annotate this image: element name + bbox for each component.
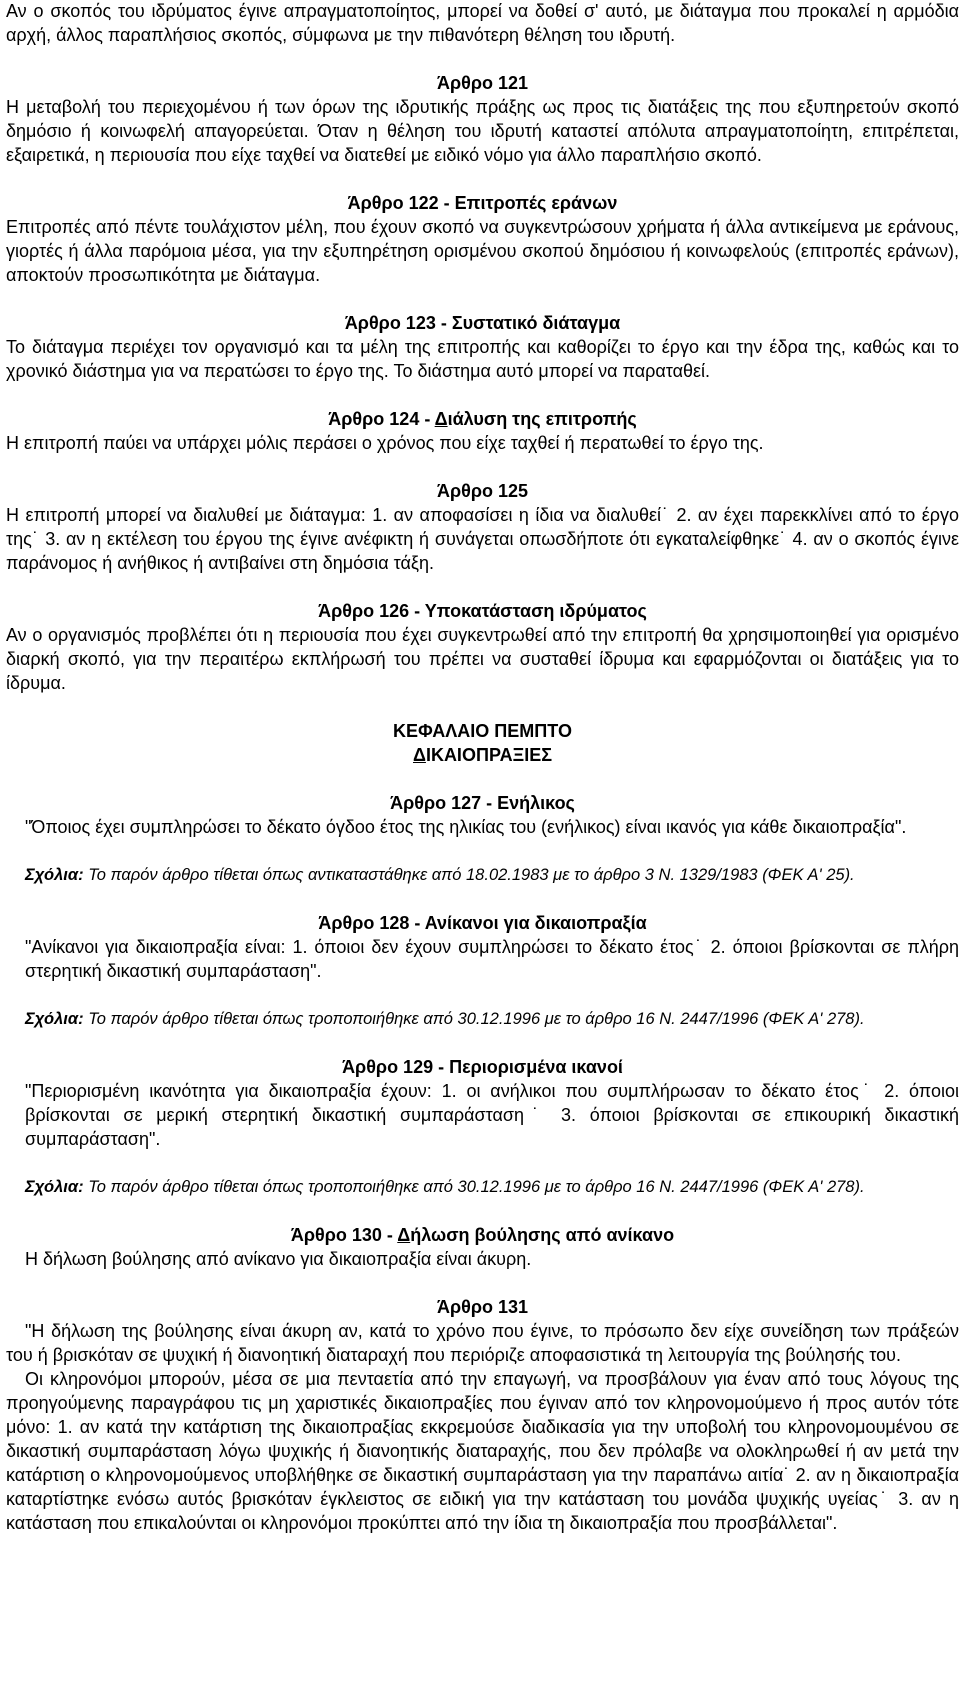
article-129-heading: Άρθρο 129 - Περιορισμένα ικανοί — [342, 1057, 623, 1077]
article-122-text: Επιτροπές από πέντε τουλάχιστον μέλη, που έχουν σκοπό να συγκεντρώσουν χρήματα ή άλλα αντικείμενα με εράνους, γιορτές ή άλλα παρόμοια μέσα, για την εξυπηρέτηση ορισμένου σκοπού δημόσιου ή κοινωφελούς (επιτροπές εράνων), αποκτούν προσωπικότητα με διάταγμα. — [6, 217, 959, 285]
article-128-note-text: Το παρόν άρθρο τίθεται όπως τροποποιήθηκε από 30.12.1996 με το άρθρο 16 Ν. 2447/1996 (ΦΕΚ Α' 278). — [83, 1010, 865, 1028]
article-125-text: Η επιτροπή μπορεί να διαλυθεί με διάταγμα: 1. αν αποφασίσει η ίδια να διαλυθεί˙ 2. αν έχει παρεκκλίνει από το έργο της˙ 3. αν η εκτέλεση του έργου της έγινε ανέφικτη ή συνάγεται οπωσδήποτε ότι εγκαταλείφθηκε˙ 4. αν ο σκοπός έγινε παράνομος ή ανήθικος ή αντιβαίνει στη δημόσια τάξη. — [6, 505, 959, 573]
article-131-heading: Άρθρο 131 — [436, 1297, 529, 1317]
article-123-text: Το διάταγμα περιέχει τον οργανισμό και τα μέλη της επιτροπής και καθορίζει το έργο και την έδρα της, καθώς και το χρονικό διάστημα για να περατώσει το έργο της. Το διάστημα αυτό μπορεί να παραταθεί. — [6, 337, 959, 381]
article-124-text: Η επιτροπή παύει να υπάρχει μόλις περάσει ο χρόνος που είχε ταχθεί ή περατωθεί το έργο της. — [6, 433, 764, 453]
article-124-heading-underlined: Δ — [434, 409, 448, 429]
chapter-subtitle-rest: ΙΚΑΙΟΠΡΑΞΙΕΣ — [425, 745, 552, 765]
article-127-text: "Όποιος έχει συμπληρώσει το δέκατο όγδοο έτος της ηλικίας του (ενήλικος) είναι ικανός για κάθε δικαιοπραξία". — [25, 817, 907, 837]
article-127-note — [6, 863, 959, 887]
article-130-text: Η δήλωση βούλησης από ανίκανο για δικαιοπραξία είναι άκυρη. — [25, 1249, 532, 1269]
article-121-heading: Άρθρο 121 — [436, 73, 529, 93]
article-128-heading: Άρθρο 128 - Ανίκανοι για δικαιοπραξία — [318, 913, 647, 933]
paragraph-intro: Αν ο σκοπός του ιδρύματος έγινε απραγματοποίητος, μπορεί να δοθεί σ' αυτό, με διάταγμα που προκαλεί η αρμόδια αρχή, άλλος παραπλήσιος σκοπός, σύμφωνα με την πιθανότερη θέληση του ιδρυτή. — [6, 1, 959, 45]
article-127-heading: Άρθρο 127 - Ενήλικος — [390, 793, 575, 813]
article-130-heading-prefix: Άρθρο 130 - — [290, 1225, 398, 1245]
article-129-note — [6, 1175, 959, 1199]
article-128-text: "Ανίκανοι για δικαιοπραξία είναι: 1. όποιοι δεν έχουν συμπληρώσει το δέκατο έτος˙ 2. όποιοι βρίσκονται σε πλήρη στερητική δικαστική συμπαράσταση". — [25, 937, 959, 981]
document-body — [6, 0, 959, 1535]
article-130-heading — [6, 1223, 959, 1247]
article-121-text: Η μεταβολή του περιεχομένου ή των όρων της ιδρυτικής πράξης ως προς τις διατάξεις της που εξυπηρετούν σκοπό δημόσιο ή κοινωφελή απαγορεύεται. Όταν η θέληση του ιδρυτή καταστεί απόλυτα απραγματοποίητη, επιτρέπεται, εξαιρετικά, η περιουσία που είχε ταχθεί να διατεθεί με ειδικό νόμο για άλλο παραπλήσιο σκοπό. — [6, 97, 959, 165]
article-127-note-text: Το παρόν άρθρο τίθεται όπως αντικαταστάθηκε από 18.02.1983 με το άρθρο 3 Ν. 1329/1983 (ΦΕΚ Α' 25). — [83, 866, 855, 884]
chapter-subtitle — [6, 743, 959, 767]
note-label: Σχόλια: — [25, 1010, 84, 1028]
article-131-paragraph-1: "Η δήλωση της βούλησης είναι άκυρη αν, κατά το χρόνο που έγινε, το πρόσωπο δεν είχε συνείδηση των πράξεών του ή βρισκόταν σε ψυχική ή διανοητική διαταραχή που περιόριζε αποφασιστικά τη λειτουργία της βούλησής του. — [6, 1321, 959, 1365]
article-129-text: "Περιορισμένη ικανότητα για δικαιοπραξία έχουν: 1. οι ανήλικοι που συμπλήρωσαν το δέκατο έτος˙ 2. όποιοι βρίσκονται σε μερική στερητική δικαστική συμπαράσταση˙ 3. όποιοι βρίσκονται σε επικουρική δικαστική συμπαράσταση". — [25, 1081, 959, 1149]
article-128-note — [6, 1007, 959, 1031]
article-126-heading: Άρθρο 126 - Υποκατάσταση ιδρύματος — [318, 601, 647, 621]
note-label: Σχόλια: — [25, 1178, 84, 1196]
article-125-heading: Άρθρο 125 — [436, 481, 529, 501]
article-123-heading: Άρθρο 123 - Συστατικό διάταγμα — [344, 313, 621, 333]
note-label: Σχόλια: — [25, 866, 84, 884]
article-130-heading-rest: ήλωση βούλησης από ανίκανο — [410, 1225, 675, 1245]
article-122-heading: Άρθρο 122 - Επιτροπές εράνων — [347, 193, 618, 213]
article-124-heading-rest: ιάλυση της επιτροπής — [447, 409, 637, 429]
article-130-heading-underlined: Δ — [397, 1225, 411, 1245]
article-124-heading — [6, 407, 959, 431]
chapter-subtitle-underlined: Δ — [413, 745, 426, 765]
article-126-text: Αν ο οργανισμός προβλέπει ότι η περιουσία που έχει συγκεντρωθεί από την επιτροπή θα χρησιμοποιηθεί για ορισμένο διαρκή σκοπό, για την περαιτέρω εκπλήρωσή του πρέπει να συσταθεί ίδρυμα και εφαρμόζονται οι διατάξεις για το ίδρυμα. — [6, 625, 959, 693]
chapter-title: ΚΕΦΑΛΑΙΟ ΠΕΜΠΤΟ — [393, 721, 572, 741]
article-129-note-text: Το παρόν άρθρο τίθεται όπως τροποποιήθηκε από 30.12.1996 με το άρθρο 16 Ν. 2447/1996 (ΦΕΚ Α' 278). — [83, 1178, 865, 1196]
article-124-heading-prefix: Άρθρο 124 - — [328, 409, 435, 429]
article-131-paragraph-2: Οι κληρονόμοι μπορούν, μέσα σε μια πενταετία από την επαγωγή, να προσβάλουν για έναν από τους λόγους της προηγούμενης παραγράφου τις μη χαριστικές δικαιοπραξίες που έγιναν από τον κληρονομούμενο ή προς αυτόν τότε μόνο: 1. αν κατά την κατάρτιση της δικαιοπραξίας εκκρεμούσε διαδικασία για την υποβολή του κληρονομουμένου σε δικαστική συμπαράσταση λόγω ψυχικής ή διανοητικής διαταραχής, που δεν πρόλαβε να ολοκληρωθεί ή αν μετά την κατάρτιση ο κληρονομούμενος υποβλήθηκε σε δικαστική συμπαράσταση για την παραπάνω αιτία˙ 2. αν η δικαιοπραξία καταρτίστηκε ενόσω αυτός βρισκόταν έγκλειστος σε ειδική για την κατάσταση του μονάδα ψυχικής υγείας˙ 3. αν η κατάσταση που επικαλούνται οι κληρονόμοι προκύπτει από την ίδια τη δικαιοπραξία που προσβάλλεται". — [6, 1369, 959, 1533]
